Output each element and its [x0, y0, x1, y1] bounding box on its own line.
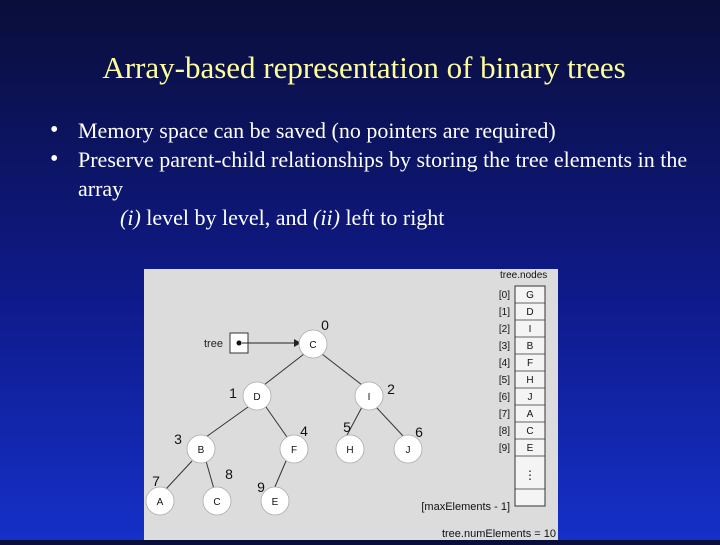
node-letter: J [405, 445, 411, 456]
node-index: 1 [229, 385, 237, 401]
sub-bullet [50, 203, 690, 232]
node-letters [157, 340, 411, 508]
node-index: 8 [225, 466, 233, 482]
node-index: 7 [152, 473, 160, 489]
array-index: [3] [498, 341, 510, 352]
array-value: A [526, 409, 534, 420]
array-value: J [527, 392, 533, 403]
array-ellipsis: ⋮ [524, 468, 536, 482]
node-letter: B [197, 445, 205, 456]
node-index: 4 [300, 423, 308, 439]
tree-diagram [144, 269, 558, 540]
node-index: 0 [321, 317, 329, 333]
pointer-dot [237, 341, 242, 346]
node-index: 6 [415, 424, 423, 440]
slide-title: Array-based representation of binary trees [102, 50, 626, 85]
bullet-text: Preserve parent-child relationships by storing the tree elements in the array [78, 147, 688, 201]
index-labels [152, 317, 423, 495]
node-letter: I [367, 392, 371, 403]
array-value: H [526, 375, 534, 386]
tree-edges [166, 354, 404, 489]
num-elements-label: tree.numElements = 10 [441, 528, 556, 540]
sub-marker-1: (i) [120, 205, 141, 230]
bullet-text: Memory space can be saved (no pointers are required) [78, 118, 556, 143]
node-letter: A [156, 497, 164, 508]
node-index: 3 [174, 431, 182, 447]
array-value: B [526, 341, 534, 352]
array-index: [0] [498, 290, 510, 301]
node-letter: E [271, 497, 279, 508]
array-value: E [526, 443, 534, 454]
array-value: G [526, 290, 534, 301]
node-index: 2 [387, 381, 395, 397]
array-index: [4] [498, 358, 510, 369]
array-index: [7] [498, 409, 510, 420]
sub-marker-2: (ii) [313, 205, 340, 230]
array-index: [8] [498, 426, 510, 437]
bullet-item [50, 145, 690, 203]
tree-nodes [146, 330, 422, 515]
node-index: 5 [343, 419, 351, 435]
tree-figure [144, 269, 558, 540]
array-index: [1] [498, 307, 510, 318]
tree-pointer-label: tree [204, 338, 223, 350]
node-letter: C [213, 497, 221, 508]
array-value: F [526, 358, 534, 369]
node-letter: F [290, 445, 298, 456]
bullet-dot-icon: • [50, 146, 59, 172]
array-index: [6] [498, 392, 510, 403]
sub-text-1: level by level, and [140, 205, 314, 230]
node-letter: D [253, 392, 261, 403]
bullet-dot-icon: • [50, 117, 59, 143]
bullet-item [50, 116, 690, 145]
max-elements-label: [maxElements - 1] [421, 501, 510, 513]
array-index: [5] [498, 375, 510, 386]
array [499, 286, 545, 506]
bullet-list [50, 116, 690, 232]
array-value: I [528, 324, 532, 335]
array-title: tree.nodes [500, 270, 548, 281]
node-index: 9 [257, 479, 265, 495]
sub-text-2: left to right [339, 205, 445, 230]
array-value: C [526, 426, 534, 437]
node-letter: H [346, 445, 354, 456]
array-index: [9] [498, 443, 510, 454]
array-index: [2] [498, 324, 510, 335]
array-value: D [526, 307, 534, 318]
node-letter: C [309, 340, 317, 351]
